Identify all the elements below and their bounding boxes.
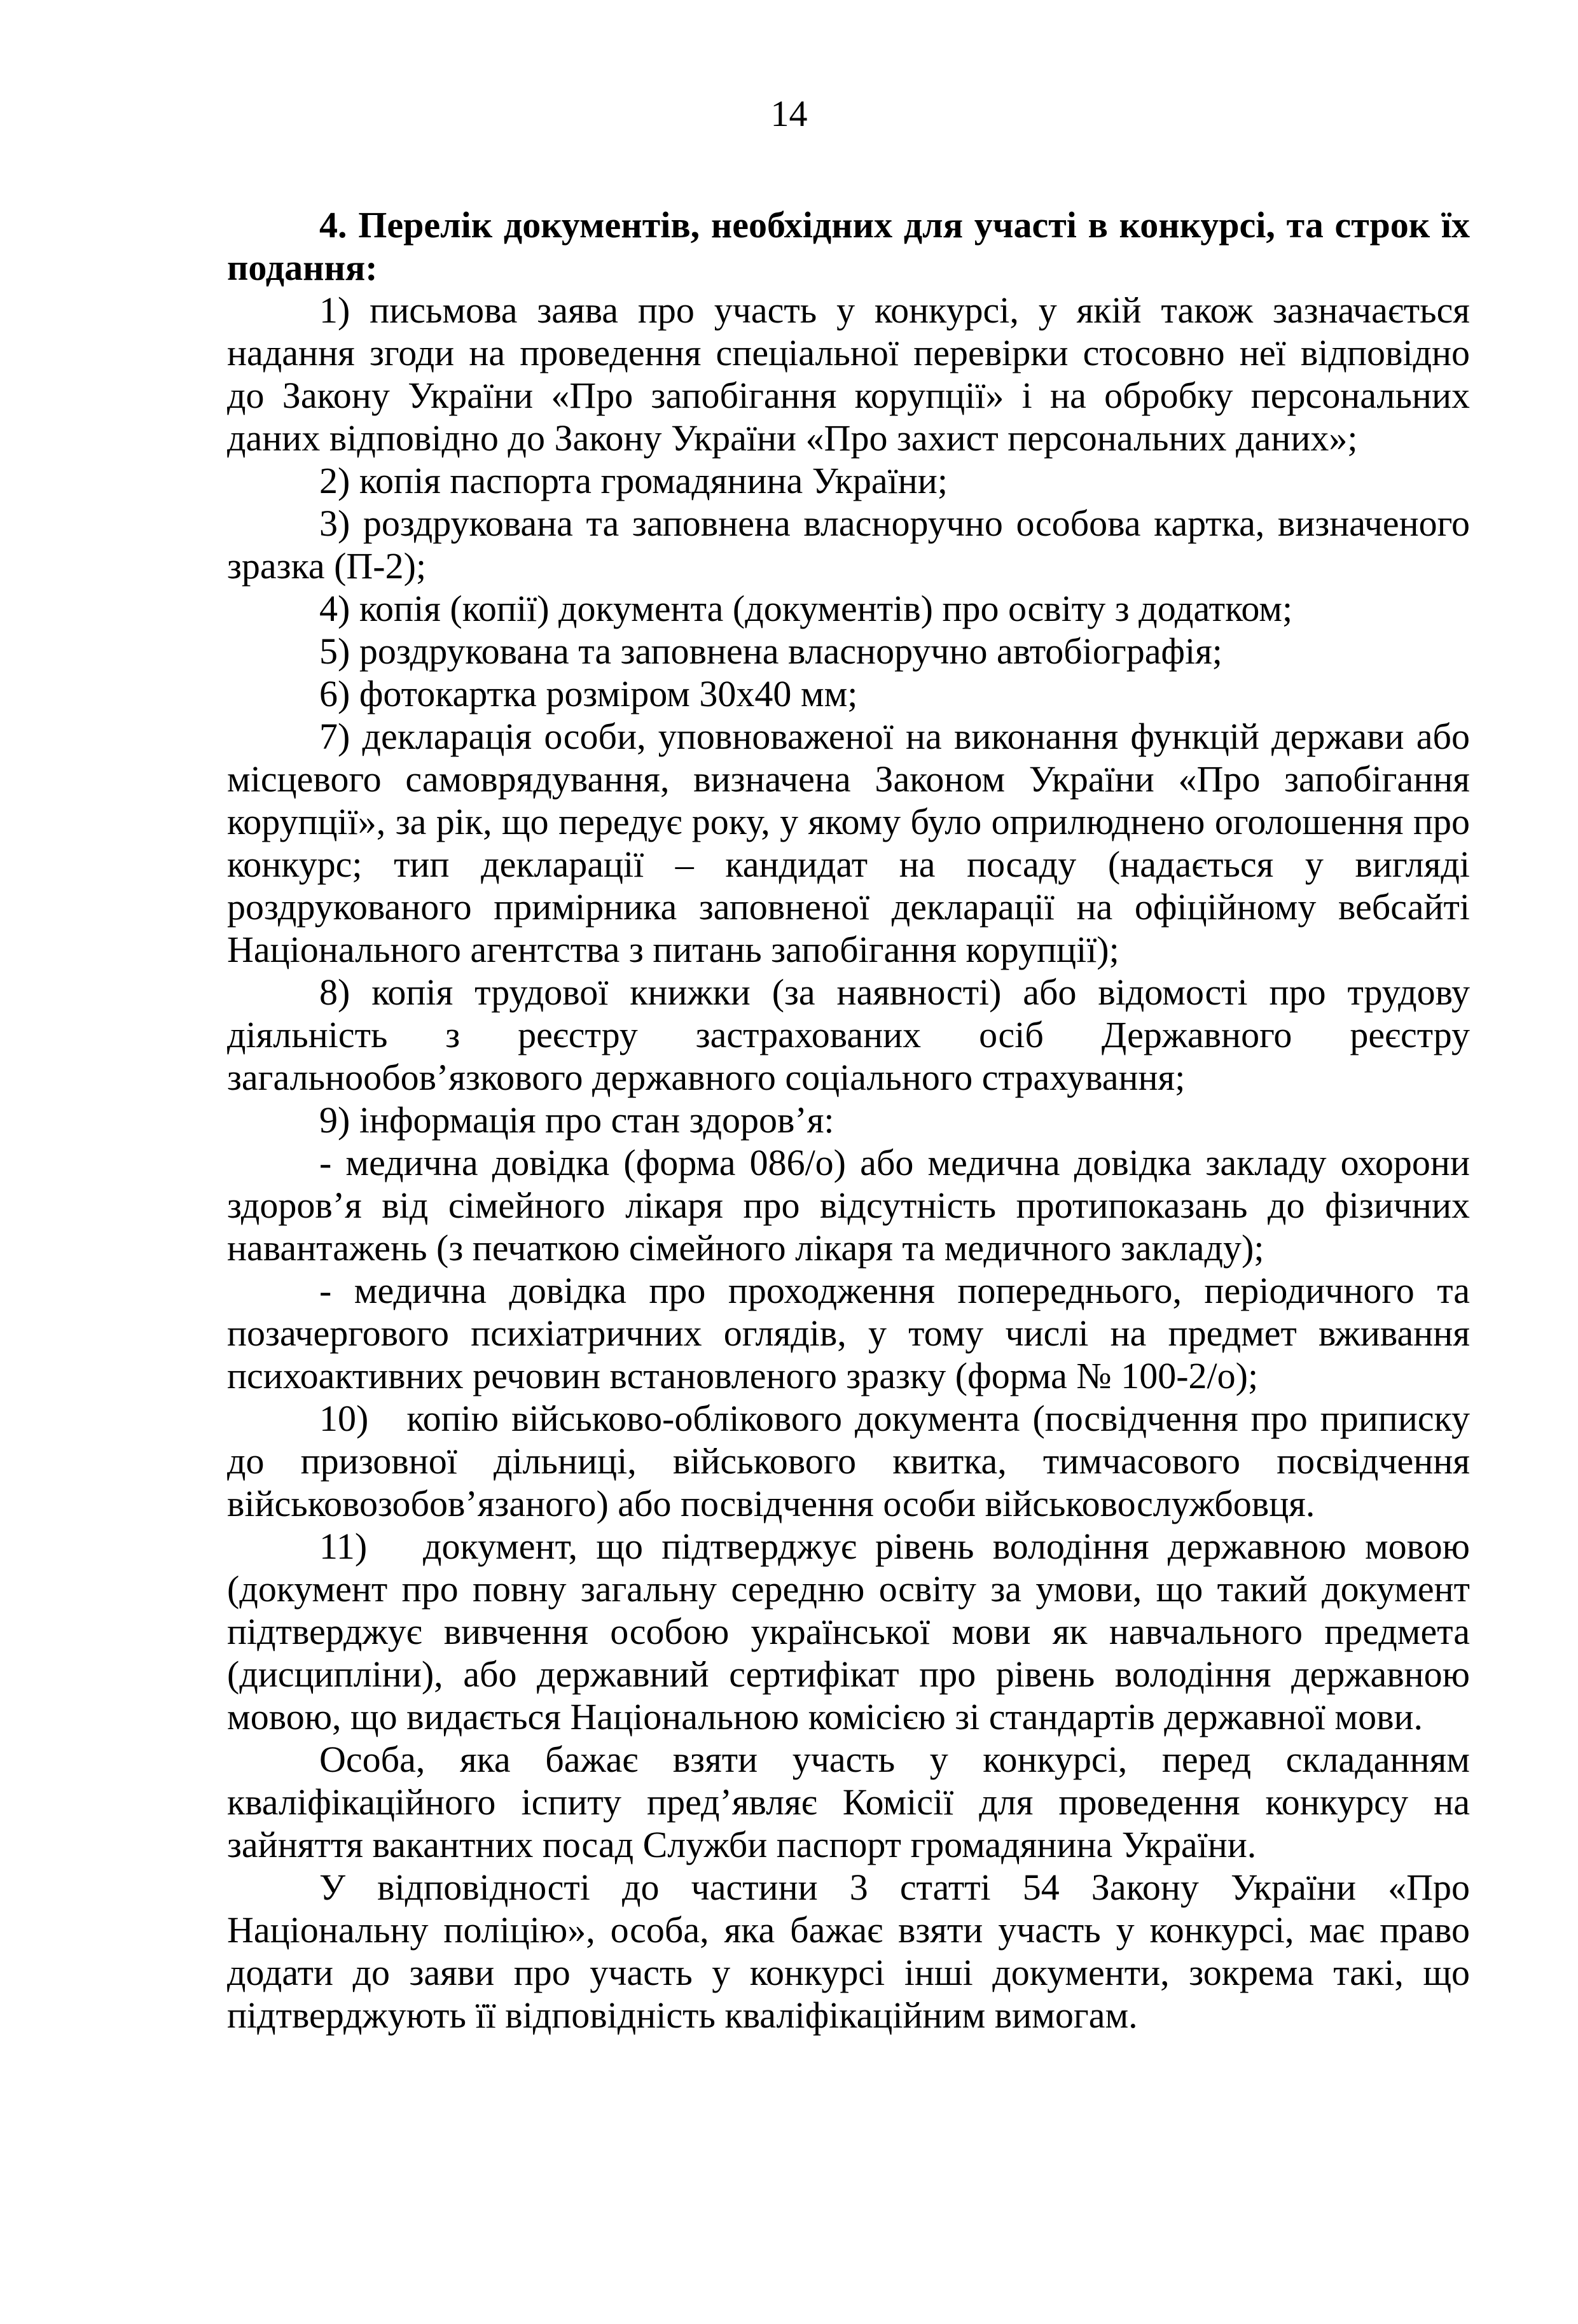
item-11-state-language-document: 11) документ, що підтверджує рівень володіння державною мовою (документ про повну загальну середню освіту за умови, що такий документ підтверджує вивчення особою української мови як навчального предмета (дисципліни), або державний сертифікат про рівень володіння державною мовою, що видається Національною комісією зі стандартів державної мови. — [227, 1526, 1470, 1737]
item-9-bullet-medical-certificate-086: - медична довідка (форма 086/о) або медична довідка закладу охорони здоров’я від сімейного лікаря про відсутність протипоказань до фізичних навантажень (з печаткою сімейного лікаря та медичного закладу); — [227, 1142, 1470, 1269]
item-1-written-application: 1) письмова заява про участь у конкурсі, у якій також зазначається надання згоди на проведення спеціальної перевірки стосовно неї відповідно до Закону України «Про запобігання корупції» і на обробку персональних даних відповідно до Закону України «Про захист персональних даних»; — [227, 289, 1470, 459]
section-heading: 4. Перелік документів, необхідних для участі в конкурсі, та строк їх подання: — [227, 204, 1470, 288]
item-7-declaration: 7) декларація особи, уповноваженої на виконання функцій держави або місцевого самоврядування, визначена Законом України «Про запобігання корупції», за рік, що передує року, у якому було оприлюднено оголошення про конкурс; тип декларації – кандидат на посаду (надається у вигляді роздрукованого примірника заповненої декларації на офіційному вебсайті Національного агентства з питань запобігання корупції); — [227, 716, 1470, 970]
document-body — [227, 204, 1470, 2036]
item-9-health-information: 9) інформація про стан здоров’я: — [319, 1099, 834, 1141]
item-5-autobiography: 5) роздрукована та заповнена власноручно автобіографія; — [319, 630, 1222, 672]
page-number: 14 — [770, 93, 808, 134]
item-3-personal-card: 3) роздрукована та заповнена власноручно особова картка, визначеного зразка (П-2); — [227, 503, 1470, 587]
paragraph-qualification-exam-passport: Особа, яка бажає взяти участь у конкурсі, перед складанням кваліфікаційного іспиту пред’являє Комісії для проведення конкурсу на зайняття вакантних посад Служби паспорт громадянина України. — [227, 1739, 1470, 1865]
item-10-military-registration-document: 10) копію військово-облікового документа (посвідчення про приписку до призовної дільниці, військового квитка, тимчасового посвідчення військовозобов’язаного) або посвідчення особи військовослужбовця. — [227, 1398, 1470, 1524]
item-9-bullet-psychiatric-certificate: - медична довідка про проходження попереднього, періодичного та позачергового психіатричних оглядів, у тому числі на предмет вживання психоактивних речовин встановленого зразку (форма № 100-2/о); — [227, 1270, 1470, 1396]
document-page — [0, 92, 1578, 2324]
item-8-work-record: 8) копія трудової книжки (за наявності) або відомості про трудову діяльність з реєстру застрахованих осіб Державного реєстру загальнообов’язкового державного соціального страхування; — [227, 971, 1470, 1098]
item-6-photo: 6) фотокартка розміром 30х40 мм; — [319, 673, 858, 714]
paragraph-law-article-54-additional-documents: У відповідності до частини 3 статті 54 Закону України «Про Національну поліцію», особа, яка бажає взяти участь у конкурсі, має право додати до заяви про участь у конкурсі інші документи, зокрема такі, що підтверджують її відповідність кваліфікаційним вимогам. — [227, 1867, 1470, 2036]
item-2-passport-copy: 2) копія паспорта громадянина України; — [319, 460, 948, 501]
item-4-education-documents: 4) копія (копії) документа (документів) про освіту з додатком; — [319, 588, 1293, 629]
